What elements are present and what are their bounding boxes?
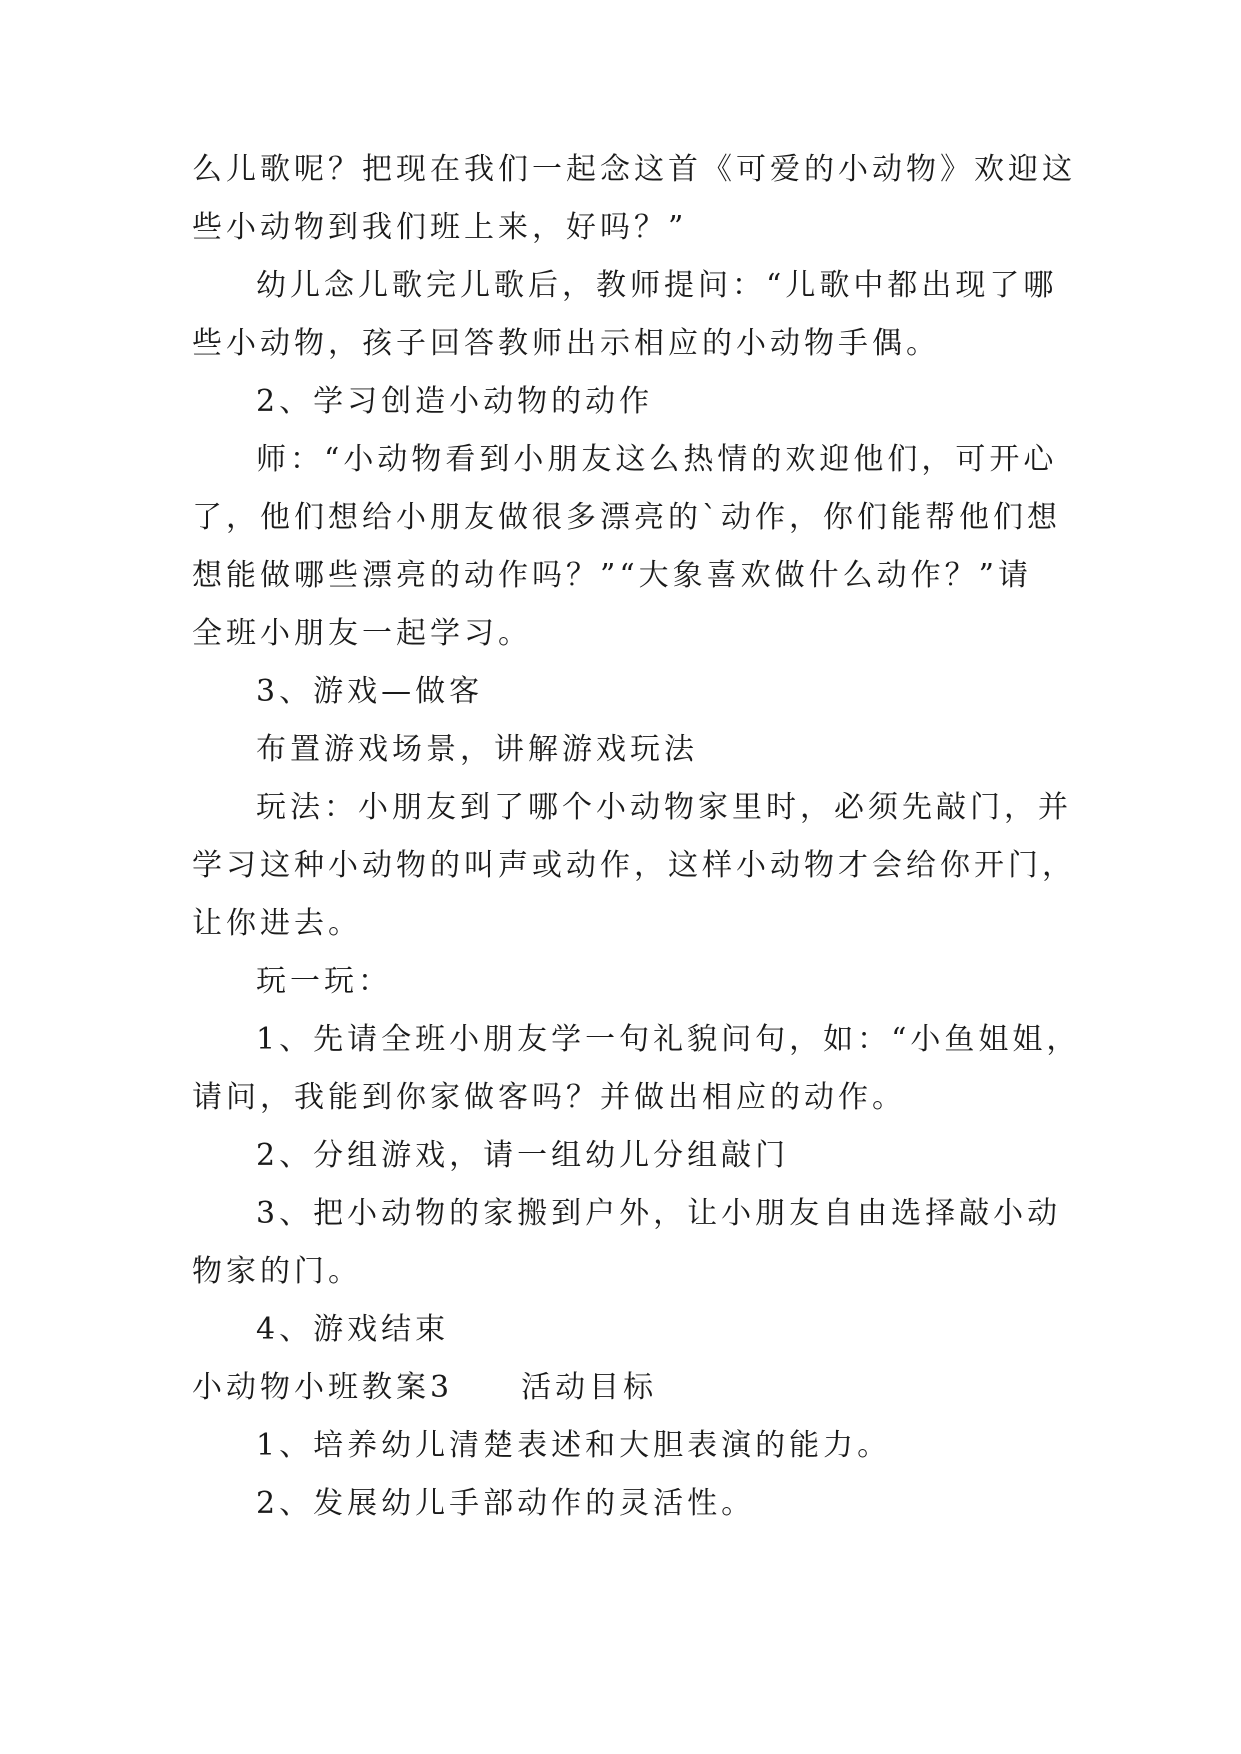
paragraph-line: 布置游戏场景，讲解游戏玩法 bbox=[256, 732, 698, 767]
list-item: 2、分组游戏，请一组幼儿分组敲门 bbox=[256, 1138, 790, 1173]
paragraph-line: 让你进去。 bbox=[192, 906, 362, 941]
section-heading: 2、学习创造小动物的动作 bbox=[256, 384, 654, 419]
paragraph-line: 了，他们想给小朋友做很多漂亮的`动作，你们能帮他们想 bbox=[192, 500, 1061, 535]
paragraph-line: 些小动物到我们班上来，好吗？” bbox=[192, 210, 688, 245]
paragraph-line: 幼儿念儿歌完儿歌后，教师提问：“儿歌中都出现了哪 bbox=[256, 268, 1058, 303]
list-item: 2、发展幼儿手部动作的灵活性。 bbox=[256, 1486, 756, 1521]
list-item: 1、培养幼儿清楚表述和大胆表演的能力。 bbox=[256, 1428, 892, 1463]
paragraph-line: 些小动物，孩子回答教师出示相应的小动物手偶。 bbox=[192, 326, 940, 361]
paragraph-line: 想能做哪些漂亮的动作吗？”“大象喜欢做什么动作？”请 bbox=[192, 558, 1033, 593]
section-title: 小动物小班教案3 活动目标 bbox=[192, 1370, 658, 1405]
paragraph-line: 请问，我能到你家做客吗？并做出相应的动作。 bbox=[192, 1080, 906, 1115]
paragraph-line: 师：“小动物看到小朋友这么热情的欢迎他们，可开心 bbox=[256, 442, 1058, 477]
paragraph-line: 么儿歌呢？把现在我们一起念这首《可爱的小动物》欢迎这 bbox=[192, 152, 1076, 187]
paragraph-line: 学习这种小动物的叫声或动作，这样小动物才会给你开门， bbox=[192, 848, 1076, 883]
paragraph-line: 玩一玩： bbox=[256, 964, 392, 999]
paragraph-line: 全班小朋友一起学习。 bbox=[192, 616, 532, 651]
list-item: 3、把小动物的家搬到户外，让小朋友自由选择敲小动 bbox=[256, 1196, 1062, 1231]
list-item: 1、先请全班小朋友学一句礼貌问句，如：“小鱼姐姐， bbox=[256, 1022, 1081, 1057]
paragraph-line: 物家的门。 bbox=[192, 1254, 362, 1289]
paragraph-line: 玩法：小朋友到了哪个小动物家里时，必须先敲门，并 bbox=[256, 790, 1072, 825]
list-item: 4、游戏结束 bbox=[256, 1312, 450, 1347]
section-heading: 3、游戏—做客 bbox=[256, 674, 484, 709]
